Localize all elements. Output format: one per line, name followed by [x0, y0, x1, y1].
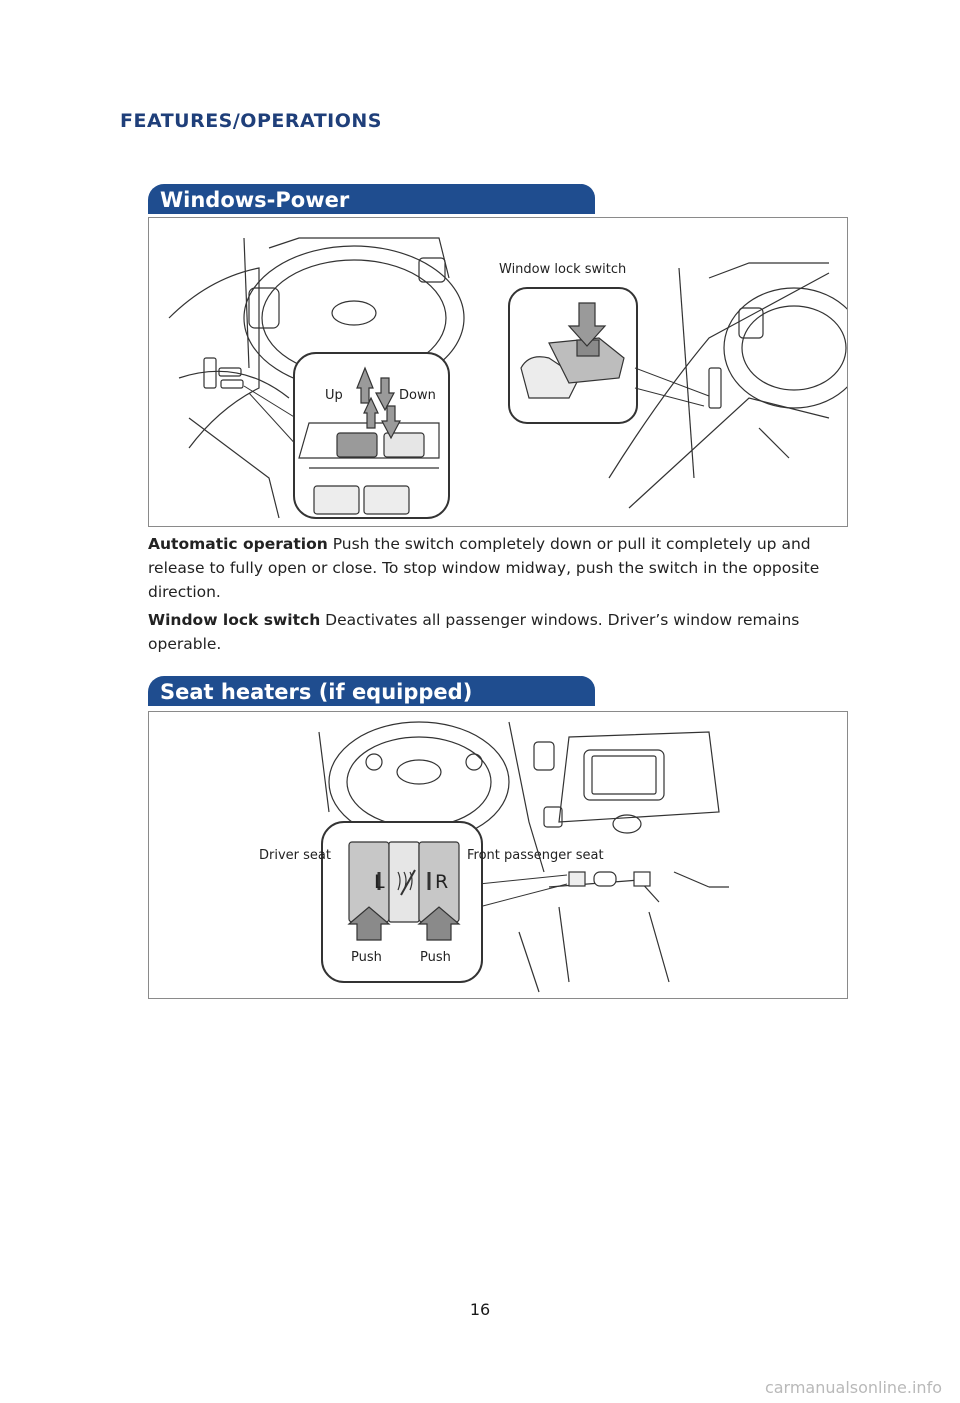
front-passenger-seat-label: Front passenger seat: [467, 848, 604, 863]
automatic-operation-term: Automatic operation: [148, 535, 328, 553]
window-lock-switch-label: Window lock switch: [499, 262, 627, 277]
seat-heaters-title: Seat heaters (if equipped): [160, 680, 473, 704]
up-label: Up: [325, 388, 343, 403]
windows-power-tab: [148, 184, 594, 214]
windows-power-title: Windows-Power: [160, 188, 350, 212]
automatic-operation-text: Push the switch completely down or pull it completely up and release to fully open or close. To stop window midway, push the switch in the opposite direction.: [148, 535, 820, 601]
switch-right-letter: R: [435, 871, 449, 893]
push-left-label: Push: [351, 950, 382, 965]
down-label: Down: [399, 388, 436, 403]
seat-heaters-figure: [148, 711, 848, 999]
windows-power-figure: [148, 217, 848, 527]
watermark: carmanualsonline.info: [764, 1378, 942, 1397]
section-header: FEATURES/OPERATIONS: [120, 110, 382, 132]
page-number: 16: [469, 1300, 491, 1319]
window-lock-paragraph: [148, 608, 838, 656]
window-lock-term: Window lock switch: [148, 611, 321, 629]
push-right-label: Push: [420, 950, 451, 965]
window-lock-text: Deactivates all passenger windows. Driver’s window remains operable.: [148, 611, 800, 653]
automatic-operation-paragraph: [148, 532, 838, 604]
seat-heaters-tab: [148, 676, 594, 706]
driver-seat-label: Driver seat: [259, 848, 331, 863]
switch-left-letter: L: [374, 871, 385, 893]
